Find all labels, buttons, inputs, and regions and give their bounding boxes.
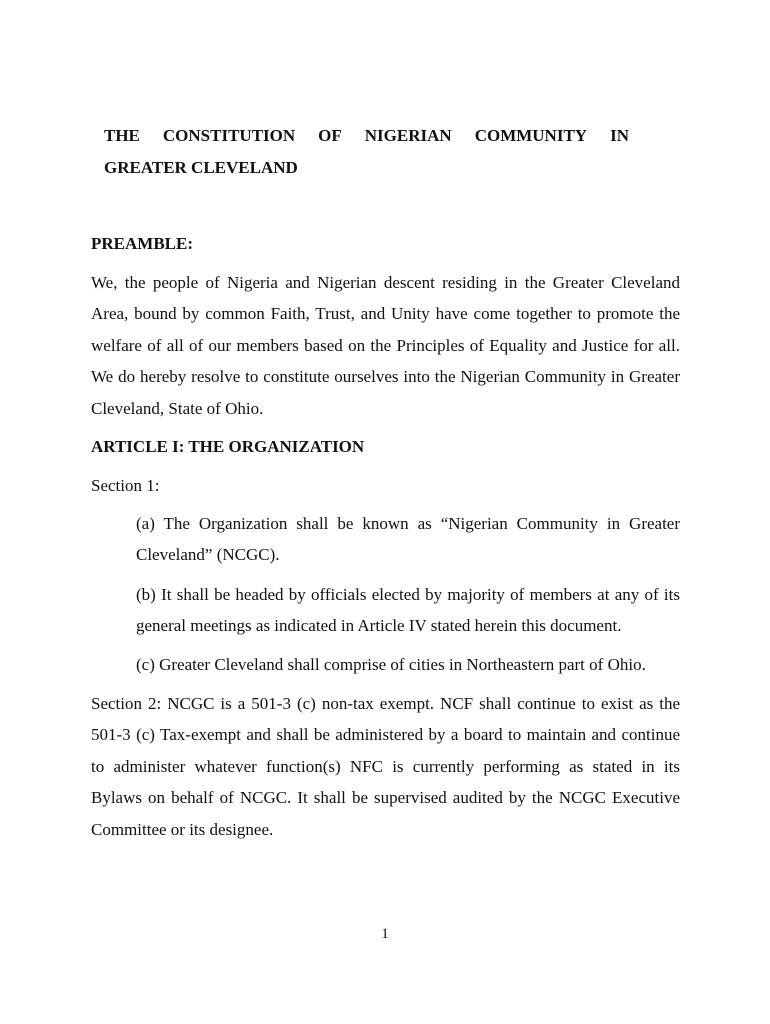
- document-title-line-1: [104, 120, 629, 152]
- section-1-label: Section 1:: [91, 476, 160, 495]
- preamble-heading: PREAMBLE:: [91, 234, 193, 253]
- title-word: OF: [318, 126, 342, 145]
- title-word: COMMUNITY: [474, 126, 588, 145]
- title-word: IN: [610, 126, 629, 145]
- clause-c: (c) Greater Cleveland shall comprise of cities in Northeastern part of Ohio.: [136, 655, 646, 674]
- section-2-text: Section 2: NCGC is a 501-3 (c) non-tax exempt. NCF shall continue to exist as the 501-3 (c) Tax-exempt and shall be administered by a board to maintain and continue to administer whatever function(s) NFC is currently performing as stated in its Bylaws on behalf of NCGC. It shall be supervised audited by the NCGC Executive Committee or its designee.: [91, 694, 680, 839]
- clause-a: (a) The Organization shall be known as “Nigerian Community in Greater Cleveland” (NCGC).: [136, 514, 680, 565]
- preamble-text: We, the people of Nigeria and Nigerian descent residing in the Greater Cleveland Area, bound by common Faith, Trust, and Unity have come together to promote the welfare of all of our members based on the Principles of Equality and Justice for all. We do hereby resolve to constitute ourselves into the Nigerian Community in Greater Cleveland, State of Ohio.: [91, 273, 680, 418]
- title-word: NIGERIAN: [364, 126, 452, 145]
- title-word: CONSTITUTION: [162, 126, 296, 145]
- article-1-heading: ARTICLE I: THE ORGANIZATION: [91, 437, 365, 456]
- document-title-line-2: GREATER CLEVELAND: [104, 158, 298, 177]
- title-word: THE: [104, 126, 140, 145]
- clause-b: (b) It shall be headed by officials elected by majority of members at any of its general meetings as indicated in Article IV stated herein this document.: [136, 585, 680, 636]
- page-number: 1: [381, 926, 389, 942]
